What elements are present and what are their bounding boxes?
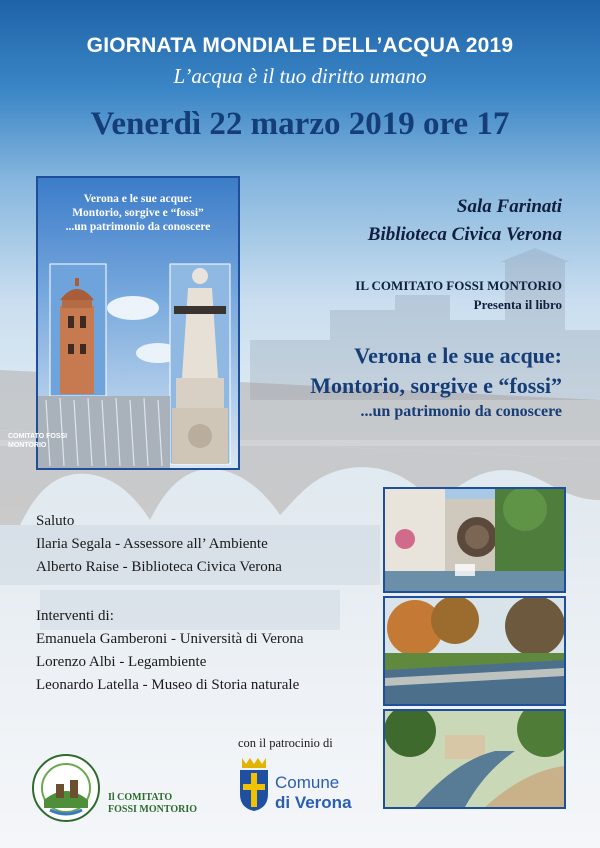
book-cover [36,176,240,470]
book-cover-illustration [38,178,238,468]
event-date-time: Venerdì 22 marzo 2019 ore 17 [90,106,510,142]
book-title-line3: ...un patrimonio da conoscere [360,403,562,420]
event-title: GIORNATA MONDIALE DELL’ACQUA 2019 [86,34,514,57]
venue-room: Sala Farinati [456,196,562,217]
venue-library: Biblioteca Civica Verona [367,224,562,245]
talks-speaker: Emanuela Gamberoni - Università di Verona [36,631,304,647]
book-cover-title-line3: ...un patrimonio da conoscere [65,221,211,233]
greetings-speaker: Ilaria Segala - Assessore all’ Ambiente [36,536,268,552]
comune-line1: Comune [275,773,340,792]
talks-speaker: Leonardo Latella - Museo di Storia naturale [36,677,300,693]
greetings-heading: Saluto [36,513,75,529]
talks-speaker: Lorenzo Albi - Legambiente [36,654,207,670]
talks-heading: Interventi di: [36,608,114,624]
committee-logo-line1: Il COMITATO [108,792,173,803]
photo-watermill [383,487,566,593]
presenter-committee: IL COMITATO FOSSI MONTORIO [355,278,562,293]
event-slogan: L’acqua è il tuo diritto umano [173,64,427,88]
photo-stream-path [383,709,566,809]
presenter-action: Presenta il libro [473,297,562,312]
book-title-line2: Montorio, sorgive e “fossi” [310,373,562,398]
comune-line2: di Verona [275,793,352,812]
book-cover-title-line1: Verona e le sue acque: [83,193,193,205]
committee-logo-text [108,792,218,816]
patronage-label: con il patrocinio di [238,736,333,750]
greetings-speaker: Alberto Raise - Biblioteca Civica Verona [36,559,282,575]
photo-canal-trees [383,596,566,706]
book-cover-author-line1: COMITATO FOSSI [8,433,68,440]
book-cover-author [8,432,67,450]
bell-tower-icon [60,278,94,394]
book-cover-title-line2: Montorio, sorgive e “fossi” [72,207,204,219]
book-title-line1: Verona e le sue acque: [354,343,562,368]
committee-logo-icon [30,752,102,824]
book-cover-author-line2: MONTORIO [8,442,47,449]
verona-crest-icon [238,756,270,812]
committee-logo-line2: FOSSI MONTORIO [108,804,197,815]
